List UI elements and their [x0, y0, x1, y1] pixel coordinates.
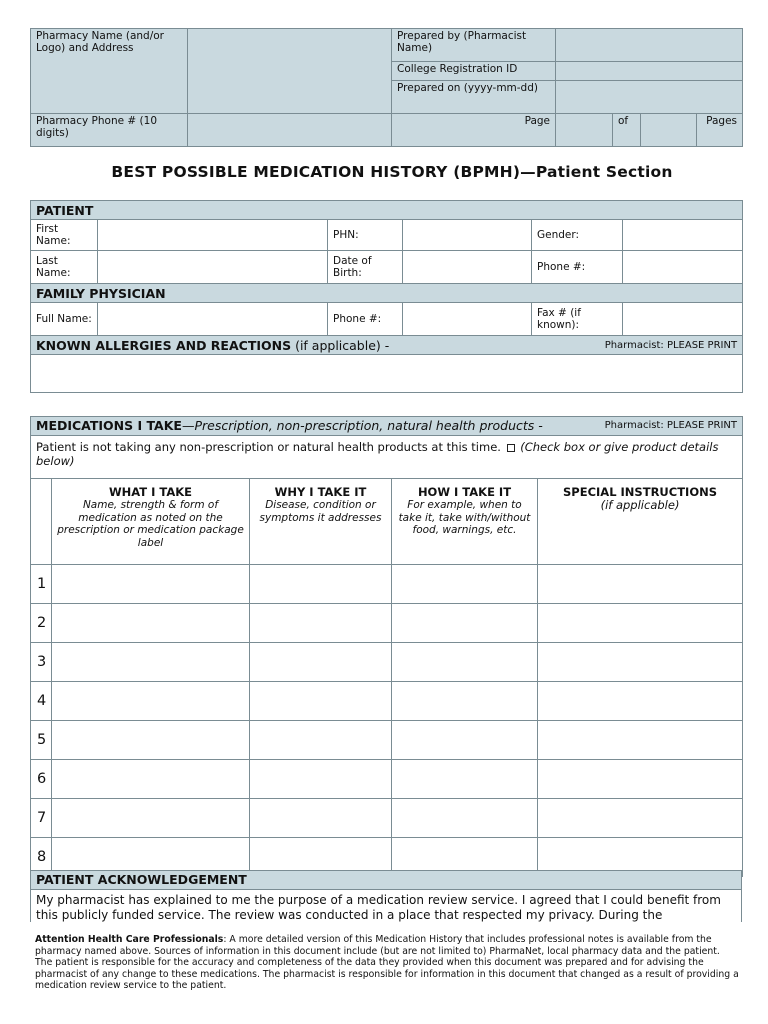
- how-i-take-it-field[interactable]: [392, 643, 538, 682]
- footer-text: : A more detailed version of this Medication History that includes professional notes is available from the pharmacy named above. Sources of information in this document include (but are not limited to) PharmaNet, local pharmacy data and the patient. The patient is responsible for the accuracy and completeness of the data they provided when this document was prepared and for advising the pharmacist of any change to these medications. The pharmacist is responsible for information in this document that changed as a result of providing a medication review service to the patient.: [35, 934, 739, 991]
- row-number: 5: [31, 721, 52, 760]
- not-taking-text: Patient is not taking any non-prescription or natural health products at this time.: [36, 440, 501, 454]
- how-i-take-it-field[interactable]: [392, 721, 538, 760]
- physician-phone-label: Phone #:: [328, 303, 403, 336]
- how-i-take-it-field[interactable]: [392, 565, 538, 604]
- footer-note: [35, 934, 740, 992]
- of-label: of: [613, 114, 641, 147]
- pages-label: Pages: [697, 114, 743, 147]
- row-number: 2: [31, 604, 52, 643]
- row-number: 6: [31, 760, 52, 799]
- why-i-take-it-field[interactable]: [250, 682, 392, 721]
- row-number: 7: [31, 799, 52, 838]
- dob-label: Date of Birth:: [328, 251, 403, 284]
- special-instructions-field[interactable]: [538, 565, 743, 604]
- what-i-take-field[interactable]: [52, 799, 250, 838]
- col-why-title: WHY I TAKE IT: [274, 485, 367, 499]
- medication-row: [31, 643, 743, 682]
- allergies-field[interactable]: [31, 355, 743, 393]
- what-i-take-field[interactable]: [52, 682, 250, 721]
- physician-phone-field[interactable]: [403, 303, 532, 336]
- special-instructions-field[interactable]: [538, 643, 743, 682]
- why-i-take-it-field[interactable]: [250, 799, 392, 838]
- medication-row: [31, 682, 743, 721]
- last-name-label: Last Name:: [31, 251, 98, 284]
- col-how-i-take-it: [392, 479, 538, 565]
- physician-fax-label: Fax # (if known):: [532, 303, 623, 336]
- pharmacy-header-table: [30, 28, 743, 147]
- pharmacy-name-label: Pharmacy Name (and/or Logo) and Address: [31, 29, 188, 114]
- prepared-on-label: Prepared on (yyyy-mm-dd): [392, 81, 556, 114]
- row-number: 1: [31, 565, 52, 604]
- medications-section-header: [31, 417, 743, 436]
- what-i-take-field[interactable]: [52, 721, 250, 760]
- why-i-take-it-field[interactable]: [250, 721, 392, 760]
- medication-row: [31, 604, 743, 643]
- not-taking-checkbox[interactable]: [507, 444, 515, 452]
- physician-name-field[interactable]: [98, 303, 328, 336]
- physician-fax-field[interactable]: [623, 303, 743, 336]
- college-id-label: College Registration ID: [392, 62, 556, 81]
- why-i-take-it-field[interactable]: [250, 565, 392, 604]
- col-what-sub: Name, strength & form of medication as noted on the prescription or medication package label: [57, 499, 244, 549]
- page-title: BEST POSSIBLE MEDICATION HISTORY (BPMH)—Patient Section: [111, 163, 673, 181]
- allergies-title-extra: (if applicable) -: [291, 337, 390, 353]
- not-taking-hint: (Check box or give product details below): [36, 440, 719, 468]
- special-instructions-field[interactable]: [538, 604, 743, 643]
- col-how-sub: For example, when to take it, take with/without food, warnings, etc.: [398, 499, 531, 536]
- prepared-by-field[interactable]: [556, 29, 743, 62]
- medications-table: [30, 416, 743, 877]
- row-number: 8: [31, 838, 52, 877]
- patient-section-header: PATIENT: [31, 201, 743, 220]
- medication-row: [31, 565, 743, 604]
- patient-phone-label: Phone #:: [532, 251, 623, 284]
- first-name-field[interactable]: [98, 220, 328, 251]
- physician-name-label: Full Name:: [31, 303, 98, 336]
- prepared-on-field[interactable]: [556, 81, 743, 114]
- dob-field[interactable]: [403, 251, 532, 284]
- patient-phone-field[interactable]: [623, 251, 743, 284]
- why-i-take-it-field[interactable]: [250, 643, 392, 682]
- what-i-take-field[interactable]: [52, 604, 250, 643]
- special-instructions-field[interactable]: [538, 799, 743, 838]
- not-taking-notice: [31, 436, 743, 479]
- how-i-take-it-field[interactable]: [392, 760, 538, 799]
- page-number-field[interactable]: [556, 114, 613, 147]
- physician-section-header: FAMILY PHYSICIAN: [31, 284, 743, 303]
- col-why-sub: Disease, condition or symptoms it addresses: [259, 499, 382, 524]
- col-why-i-take-it: [250, 479, 392, 565]
- col-what-i-take: [52, 479, 250, 565]
- phn-label: PHN:: [328, 220, 403, 251]
- allergies-section-header: [31, 336, 743, 355]
- row-number: 3: [31, 643, 52, 682]
- how-i-take-it-field[interactable]: [392, 682, 538, 721]
- phn-field[interactable]: [403, 220, 532, 251]
- medications-print-note: Pharmacist: PLEASE PRINT: [604, 420, 738, 431]
- row-number-header: [31, 479, 52, 565]
- footer-lead: Attention Health Care Professionals: [35, 934, 224, 945]
- page-total-field[interactable]: [641, 114, 697, 147]
- page-label: Page: [392, 114, 556, 147]
- pharmacy-phone-field[interactable]: [188, 114, 392, 147]
- row-number: 4: [31, 682, 52, 721]
- col-special-title: SPECIAL INSTRUCTIONS: [563, 485, 718, 499]
- medications-title-extra: —Prescription, non-prescription, natural health products -: [181, 418, 543, 433]
- acknowledgement-table: [30, 870, 742, 922]
- pharmacy-phone-label: Pharmacy Phone # (10 digits): [31, 114, 188, 147]
- how-i-take-it-field[interactable]: [392, 604, 538, 643]
- how-i-take-it-field[interactable]: [392, 799, 538, 838]
- allergies-print-note: Pharmacist: PLEASE PRINT: [604, 339, 738, 351]
- medications-title: MEDICATIONS I TAKE: [36, 418, 182, 433]
- gender-field[interactable]: [623, 220, 743, 251]
- acknowledgement-text: My pharmacist has explained to me the purpose of a medication review service. I agreed that I could benefit from this publicly funded service. The review was conducted in a place that respected my privacy. During the: [31, 890, 742, 923]
- acknowledgement-section-header: PATIENT ACKNOWLEDGEMENT: [31, 871, 742, 890]
- what-i-take-field[interactable]: [52, 565, 250, 604]
- medication-row: [31, 799, 743, 838]
- medication-row: [31, 721, 743, 760]
- special-instructions-field[interactable]: [538, 721, 743, 760]
- pharmacy-name-field[interactable]: [188, 29, 392, 114]
- what-i-take-field[interactable]: [52, 760, 250, 799]
- last-name-field[interactable]: [98, 251, 328, 284]
- college-id-field[interactable]: [556, 62, 743, 81]
- first-name-label: First Name:: [31, 220, 98, 251]
- what-i-take-field[interactable]: [52, 643, 250, 682]
- col-special-instructions: [538, 479, 743, 565]
- col-special-sub: (if applicable): [600, 498, 680, 512]
- why-i-take-it-field[interactable]: [250, 760, 392, 799]
- col-how-title: HOW I TAKE IT: [417, 485, 512, 499]
- patient-info-table: [30, 200, 743, 393]
- allergies-title: KNOWN ALLERGIES AND REACTIONS: [36, 337, 292, 353]
- gender-label: Gender:: [532, 220, 623, 251]
- prepared-by-label: Prepared by (Pharmacist Name): [392, 29, 556, 62]
- col-what-title: WHAT I TAKE: [108, 485, 193, 499]
- special-instructions-field[interactable]: [538, 682, 743, 721]
- medication-row: [31, 760, 743, 799]
- why-i-take-it-field[interactable]: [250, 604, 392, 643]
- special-instructions-field[interactable]: [538, 760, 743, 799]
